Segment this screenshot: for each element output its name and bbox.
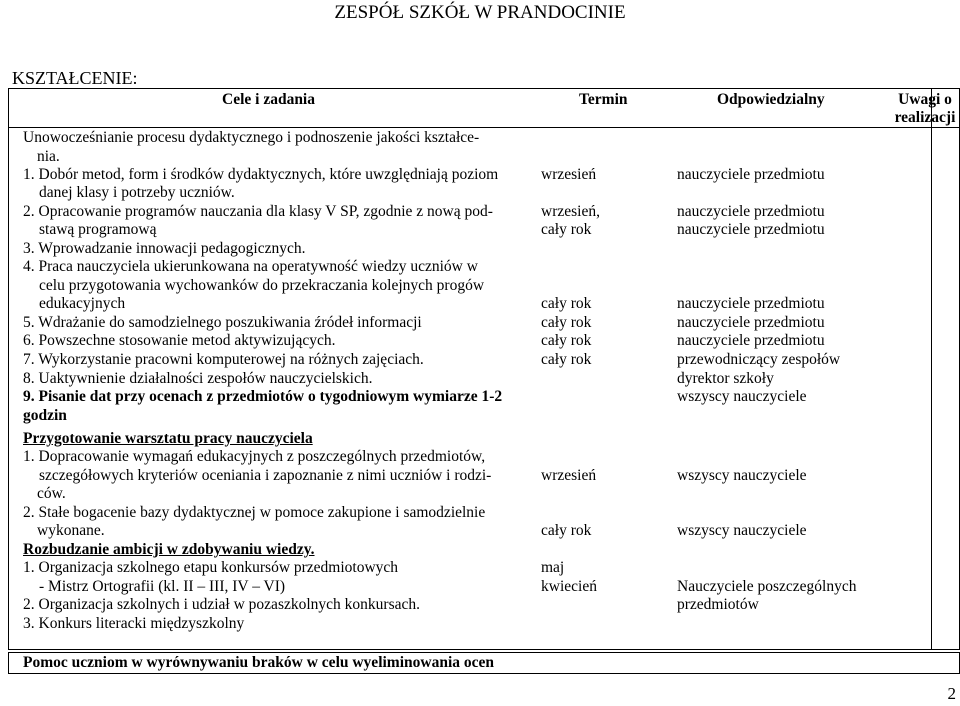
term-cell: maj [541,559,565,576]
header-notes-line2: realizacji [894,109,956,126]
text-line: 7. Wykorzystanie pracowni komputerowej na różnych zajęciach. [23,351,424,368]
header-responsible: Odpowiedzialny [717,91,825,108]
subsection-heading: Rozbudzanie ambicji w zdobywaniu wiedzy. [23,541,315,558]
responsible-cell: nauczyciele przedmiotu [677,203,825,220]
term-cell: cały rok [541,332,592,349]
text-line: 9. Pisanie dat przy ocenach z przedmiotów o tygodniowym wymiarze 1-2 [23,388,503,405]
responsible-cell: przewodniczący zespołów [677,351,841,368]
responsible-cell: dyrektor szkoły [677,370,774,387]
responsible-cell: wszyscy nauczyciele [677,467,807,484]
term-cell: kwiecień [541,578,597,595]
column-divider [931,89,932,649]
responsible-cell: nauczyciele przedmiotu [677,295,825,312]
text-line: 3. Wprowadzanie innowacji pedagogicznych. [23,240,306,257]
header-term: Termin [579,91,628,108]
text-line: wykonane. [37,522,105,539]
plan-table [8,88,960,650]
header-divider [9,127,959,128]
text-line: godzin [23,407,67,424]
text-line: 5. Wdrażanie do samodzielnego poszukiwania źródeł informacji [23,314,422,331]
text-line: 1. Dobór metod, form i środków dydaktycznych, które uwzględniają poziom [23,166,499,183]
subsection-heading: Przygotowanie warsztatu pracy nauczyciela [23,430,313,447]
text-line: 3. Konkurs literacki międzyszkolny [23,615,245,632]
text-line: celu przygotowania wychowanków do przekraczania kolejnych progów [39,277,485,294]
bottom-row-text: Pomoc uczniom w wyrównywaniu braków w celu wyeliminowania ocen [23,654,495,671]
text-line: - Mistrz Ortografii (kl. II – III, IV – VI) [39,578,286,595]
responsible-cell: wszyscy nauczyciele [677,388,807,405]
text-line: 1. Dopracowanie wymagań edukacyjnych z poszczególnych przedmiotów, [23,448,486,465]
term-cell: wrzesień, [541,203,600,220]
page-number: 2 [947,684,956,703]
text-line: szczegółowych kryteriów oceniania i zapoznanie z nimi uczniów i rodzi- [39,467,492,484]
term-cell: cały rok [541,351,592,368]
text-line: Unowocześnianie procesu dydaktycznego i podnoszenie jakości kształce- [23,129,480,146]
term-cell: cały rok [541,295,592,312]
text-line: nia. [37,148,60,165]
responsible-cell: przedmiotów [677,596,759,613]
school-name: ZESPÓŁ SZKÓŁ W PRANDOCINIE [334,2,626,23]
bottom-row [8,652,960,674]
responsible-cell: Nauczyciele poszczególnych [677,578,857,595]
header-notes-line1: Uwagi o [898,91,952,108]
text-line: 6. Powszechne stosowanie metod aktywizujących. [23,332,336,349]
text-line: ców. [37,485,66,502]
term-cell: cały rok [541,314,592,331]
text-line: stawą programową [39,221,157,238]
term-cell: cały rok [541,221,592,238]
text-line: 1. Organizacja szkolnego etapu konkursów przedmiotowych [23,559,399,576]
header-goals: Cele i zadania [222,91,315,108]
text-line: 4. Praca nauczyciela ukierunkowana na operatywność wiedzy uczniów w [23,258,478,275]
term-cell: cały rok [541,522,592,539]
responsible-cell: nauczyciele przedmiotu [677,314,825,331]
responsible-cell: nauczyciele przedmiotu [677,221,825,238]
term-cell: wrzesień [541,166,597,183]
text-line: danej klasy i potrzeby uczniów. [39,184,235,201]
text-line: 2. Opracowanie programów nauczania dla klasy V SP, zgodnie z nową pod- [23,203,493,220]
responsible-cell: wszyscy nauczyciele [677,522,807,539]
text-line: 2. Organizacja szkolnych i udział w pozaszkolnych konkursach. [23,596,420,613]
responsible-cell: nauczyciele przedmiotu [677,166,825,183]
text-line: 8. Uaktywnienie działalności zespołów nauczycielskich. [23,370,373,387]
responsible-cell: nauczyciele przedmiotu [677,332,825,349]
text-line: edukacyjnych [39,295,126,312]
section-title: KSZTAŁCENIE: [12,68,138,88]
term-cell: wrzesień [541,467,597,484]
text-line: 2. Stałe bogacenie bazy dydaktycznej w pomoce zakupione i samodzielnie [23,504,486,521]
